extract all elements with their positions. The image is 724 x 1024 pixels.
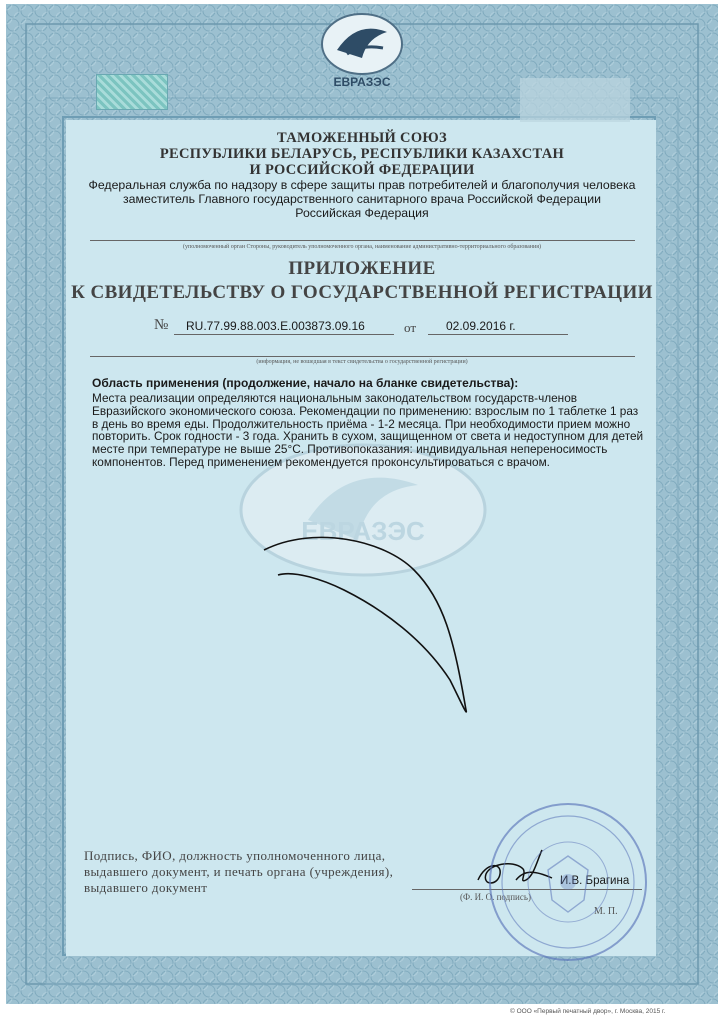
appendix-title: ПРИЛОЖЕНИЕ [288, 258, 436, 279]
number-underline [174, 334, 394, 335]
watermark-label: ЕВРАЗЭС [301, 516, 425, 546]
certificate-date: 02.09.2016 г. [446, 319, 516, 333]
copyright: © ООО «Первый печатный двор», г. Москва, 2015 г. [510, 1008, 666, 1015]
authority-line2: заместитель Главного государственного санитарного врача Российской Федерации [123, 192, 601, 206]
signature-scribble [254, 530, 514, 720]
authority-line1: Федеральная служба по надзору в сфере защиты прав потребителей и благополучия человека [88, 178, 636, 192]
signature-label: Подпись, ФИО, должность уполномоченного лица, выдавшего документ, и печать органа (учреждения), выдавшего документ [84, 848, 394, 895]
content-heading: Область применения (продолжение, начало на бланке свидетельства): [92, 376, 519, 390]
info-underline [90, 356, 635, 357]
signer-name: И.В. Брагина [560, 875, 630, 887]
authority-line3: Российская Федерация [295, 206, 429, 220]
appendix-subtitle: К СВИДЕТЕЛЬСТВУ О ГОСУДАРСТВЕННОЙ РЕГИСТРАЦИИ [71, 282, 653, 303]
evrazes-emblem [317, 10, 407, 90]
certificate-number: RU.77.99.88.003.E.003873.09.16 [186, 319, 365, 333]
security-label [520, 78, 630, 122]
union-title-line3: И РОССИЙСКОЙ ФЕДЕРАЦИИ [249, 162, 475, 178]
union-title-line1: ТАМОЖЕННЫЙ СОЮЗ [277, 130, 447, 146]
security-hologram [96, 74, 168, 110]
date-underline [428, 334, 568, 335]
union-title-line2: РЕСПУБЛИКИ БЕЛАРУСЬ, РЕСПУБЛИКИ КАЗАХСТАН [159, 146, 565, 162]
stamp-place: М. П. [594, 906, 618, 917]
info-note: (информация, не вошедшая в текст свидетельства о государственной регистрации) [256, 359, 468, 365]
fio-note: (Ф. И. О. подпись) [460, 892, 531, 902]
authority-underline [90, 240, 635, 241]
emblem-label: ЕВРАЗЭС [333, 75, 391, 89]
official-seal [486, 800, 650, 964]
number-label: № [154, 317, 169, 333]
content-text: Места реализации определяются национальным законодательством государств-членов Евразийского экономического союза. Рекомендации по применению: взрослым по 1 таблетке 1 раз в день во время еды. Продолжительность приёма - 1-2 месяца. При необходимости прием можно повторить. Срок годности - 3 года. Хранить в сухом, защищенном от света и недоступном для детей месте при температуре не выше 25°C. Противопоказания: индивидуальная непереносимость компонентов. Перед применением рекомендуется проконсультироваться с врачом. [92, 391, 644, 469]
authority-note: (уполномоченный орган Стороны, руководитель уполномоченного органа, наименование административно-территориального образования) [183, 244, 541, 250]
date-label: от [404, 320, 417, 335]
